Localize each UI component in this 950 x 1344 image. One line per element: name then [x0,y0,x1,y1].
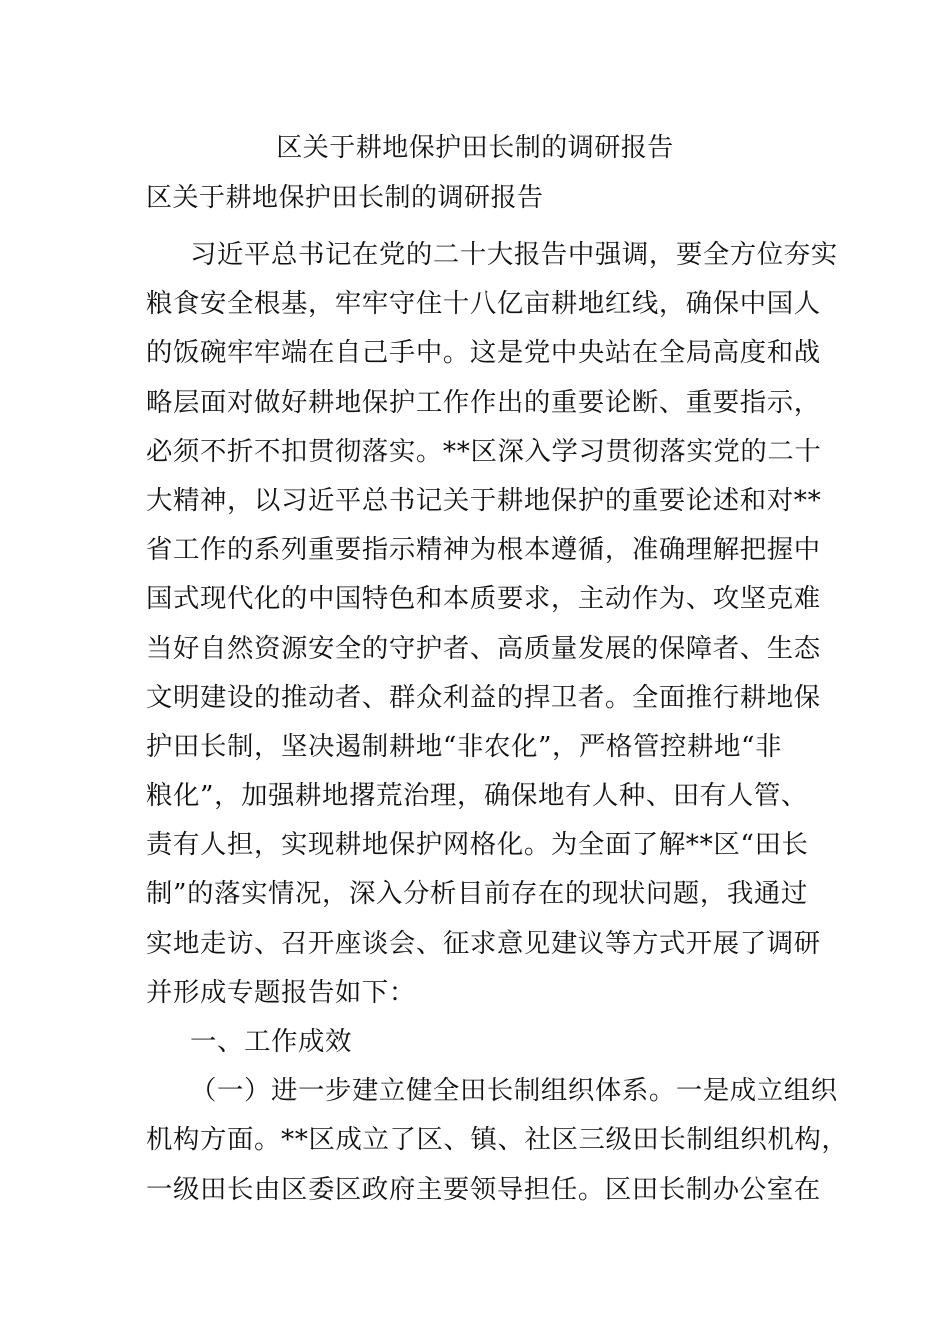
paragraph-line: 责有人担，实现耕地保护网格化。为全面了解**区“田长 [146,829,809,861]
paragraph-line: 大精神，以习近平总书记关于耕地保护的重要论述和对** [146,484,822,516]
paragraph-line: 实地走访、召开座谈会、征求意见建议等方式开展了调研 [146,927,821,959]
section-heading: 一、工作成效 [190,1026,352,1057]
paragraph-line: （一）进一步建立健全田长制组织体系。一是成立组织 [190,1075,838,1107]
paragraph-line: 习近平总书记在党的二十大报告中强调，要全方位夯实 [190,239,838,270]
paragraph-line: 并形成专题报告如下： [146,976,416,1008]
paragraph-line: 国式现代化的中国特色和本质要求，主动作为、攻坚克难 [146,583,821,615]
paragraph-line: 的饭碗牢牢端在自己手中。这是党中央站在全局高度和战 [146,337,821,369]
paragraph-line: 粮化”，加强耕地撂荒治理，确保地有人种、田有人管、 [146,780,808,812]
paragraph-line: 粮食安全根基，牢牢守住十八亿亩耕地红线，确保中国人 [146,288,821,320]
paragraph-line: 当好自然资源安全的守护者、高质量发展的保障者、生态 [146,632,821,664]
document-body [146,230,849,1214]
paragraph-line: 必须不折不扣贯彻落实。**区深入学习贯彻落实党的二十 [146,435,822,467]
document-subtitle: 区关于耕地保护田长制的调研报告 [146,183,544,213]
paragraph-line: 略层面对做好耕地保护工作作出的重要论断、重要指示， [146,386,821,418]
paragraph-line: 省工作的系列重要指示精神为根本遵循，准确理解把握中 [146,534,821,566]
paragraph-line: 制”的落实情况，深入分析目前存在的现状问题，我通过 [146,878,808,910]
paragraph-line: 护田长制，坚决遏制耕地“非农化”，严格管控耕地“非 [146,730,783,762]
document-title: 区关于耕地保护田长制的调研报告 [276,133,674,163]
paragraph-line: 文明建设的推动者、群众利益的捍卫者。全面推行耕地保 [146,681,821,713]
paragraph-line: 机构方面。**区成立了区、镇、社区三级田长制组织机构， [146,1124,849,1156]
paragraph-line: 一级田长由区委区政府主要领导担任。区田长制办公室在 [146,1173,821,1205]
